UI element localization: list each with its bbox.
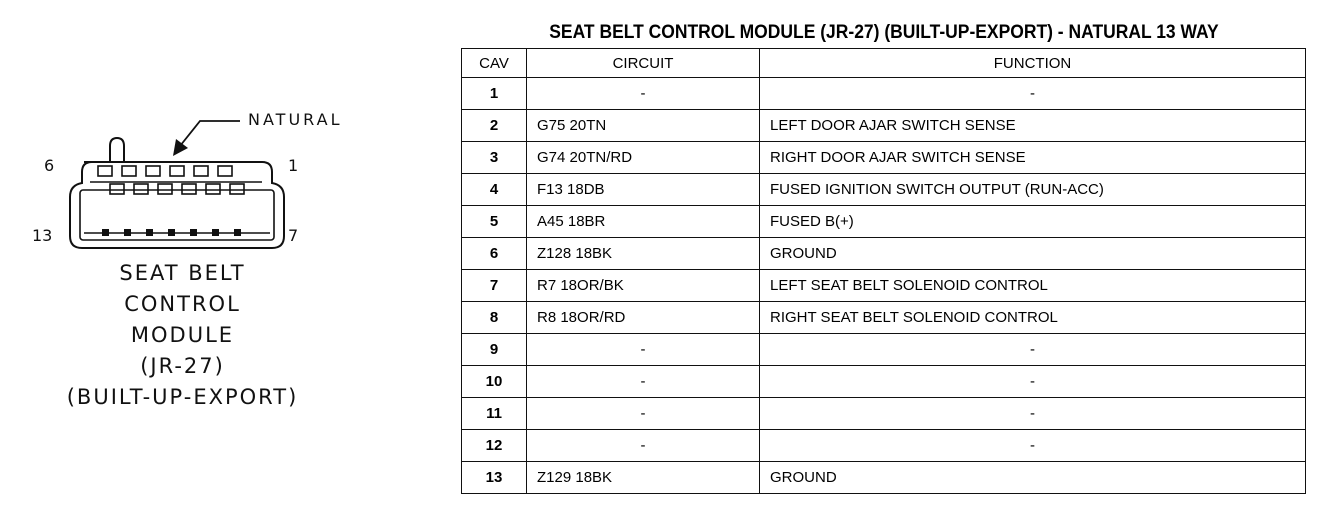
cav-cell: 3 <box>462 142 527 174</box>
module-label-line: (BUILT-UP-EXPORT) <box>66 385 299 409</box>
circuit-cell: - <box>527 366 760 398</box>
function-cell: RIGHT DOOR AJAR SWITCH SENSE <box>760 142 1306 174</box>
cav-cell: 11 <box>462 398 527 430</box>
circuit-cell: G74 20TN/RD <box>527 142 760 174</box>
table-header-row <box>462 49 1306 78</box>
table-row <box>462 430 1306 462</box>
function-cell: - <box>760 334 1306 366</box>
pin-number-bottom-left: 13 <box>32 226 53 245</box>
table-title: SEAT BELT CONTROL MODULE (JR-27) (BUILT-UP-EXPORT) - NATURAL 13 WAY <box>549 22 1219 43</box>
table-row <box>462 366 1306 398</box>
circuit-cell: - <box>527 398 760 430</box>
pin-number-bottom-right: 7 <box>288 226 299 245</box>
cav-cell: 7 <box>462 270 527 302</box>
cav-cell: 4 <box>462 174 527 206</box>
table-row <box>462 78 1306 110</box>
function-cell: FUSED IGNITION SWITCH OUTPUT (RUN-ACC) <box>760 174 1306 206</box>
function-cell: - <box>760 398 1306 430</box>
connector-color-label: NATURAL <box>248 110 343 129</box>
cav-cell: 13 <box>462 462 527 494</box>
circuit-cell: - <box>527 334 760 366</box>
circuit-cell: - <box>527 78 760 110</box>
circuit-cell: F13 18DB <box>527 174 760 206</box>
function-cell: LEFT SEAT BELT SOLENOID CONTROL <box>760 270 1306 302</box>
circuit-cell: - <box>527 430 760 462</box>
module-label-line: SEAT BELT <box>119 261 246 285</box>
table-row <box>462 302 1306 334</box>
table-row <box>462 174 1306 206</box>
column-header-function: FUNCTION <box>760 49 1306 78</box>
circuit-cell: R8 18OR/RD <box>527 302 760 334</box>
column-header-cav: CAV <box>462 49 527 78</box>
table-row <box>462 206 1306 238</box>
table-row <box>462 398 1306 430</box>
pin-number-top-left: 6 <box>44 156 55 175</box>
cav-cell: 6 <box>462 238 527 270</box>
function-cell: FUSED B(+) <box>760 206 1306 238</box>
circuit-cell: Z129 18BK <box>527 462 760 494</box>
natural-leader-arrowhead <box>173 139 188 156</box>
cav-cell: 2 <box>462 110 527 142</box>
connector-bottom-cavities <box>84 229 270 236</box>
connector-latch <box>110 138 124 163</box>
module-label-line: (JR-27) <box>140 354 225 378</box>
column-header-circuit: CIRCUIT <box>527 49 760 78</box>
module-label <box>30 258 335 413</box>
module-label-line: MODULE <box>130 323 235 347</box>
natural-leader-line <box>180 121 240 146</box>
pinout-table <box>461 48 1306 494</box>
function-cell: - <box>760 366 1306 398</box>
table-row <box>462 142 1306 174</box>
table-row <box>462 462 1306 494</box>
cav-cell: 8 <box>462 302 527 334</box>
function-cell: GROUND <box>760 462 1306 494</box>
function-cell: GROUND <box>760 238 1306 270</box>
table-row <box>462 270 1306 302</box>
cav-cell: 10 <box>462 366 527 398</box>
module-label-line: CONTROL <box>124 292 241 316</box>
circuit-cell: A45 18BR <box>527 206 760 238</box>
cav-cell: 1 <box>462 78 527 110</box>
table-row <box>462 110 1306 142</box>
function-cell: - <box>760 78 1306 110</box>
function-cell: RIGHT SEAT BELT SOLENOID CONTROL <box>760 302 1306 334</box>
table-row <box>462 334 1306 366</box>
cav-cell: 5 <box>462 206 527 238</box>
circuit-cell: R7 18OR/BK <box>527 270 760 302</box>
function-cell: - <box>760 430 1306 462</box>
circuit-cell: G75 20TN <box>527 110 760 142</box>
table-row <box>462 238 1306 270</box>
circuit-cell: Z128 18BK <box>527 238 760 270</box>
cav-cell: 12 <box>462 430 527 462</box>
function-cell: LEFT DOOR AJAR SWITCH SENSE <box>760 110 1306 142</box>
pin-number-top-right: 1 <box>288 156 299 175</box>
cav-cell: 9 <box>462 334 527 366</box>
